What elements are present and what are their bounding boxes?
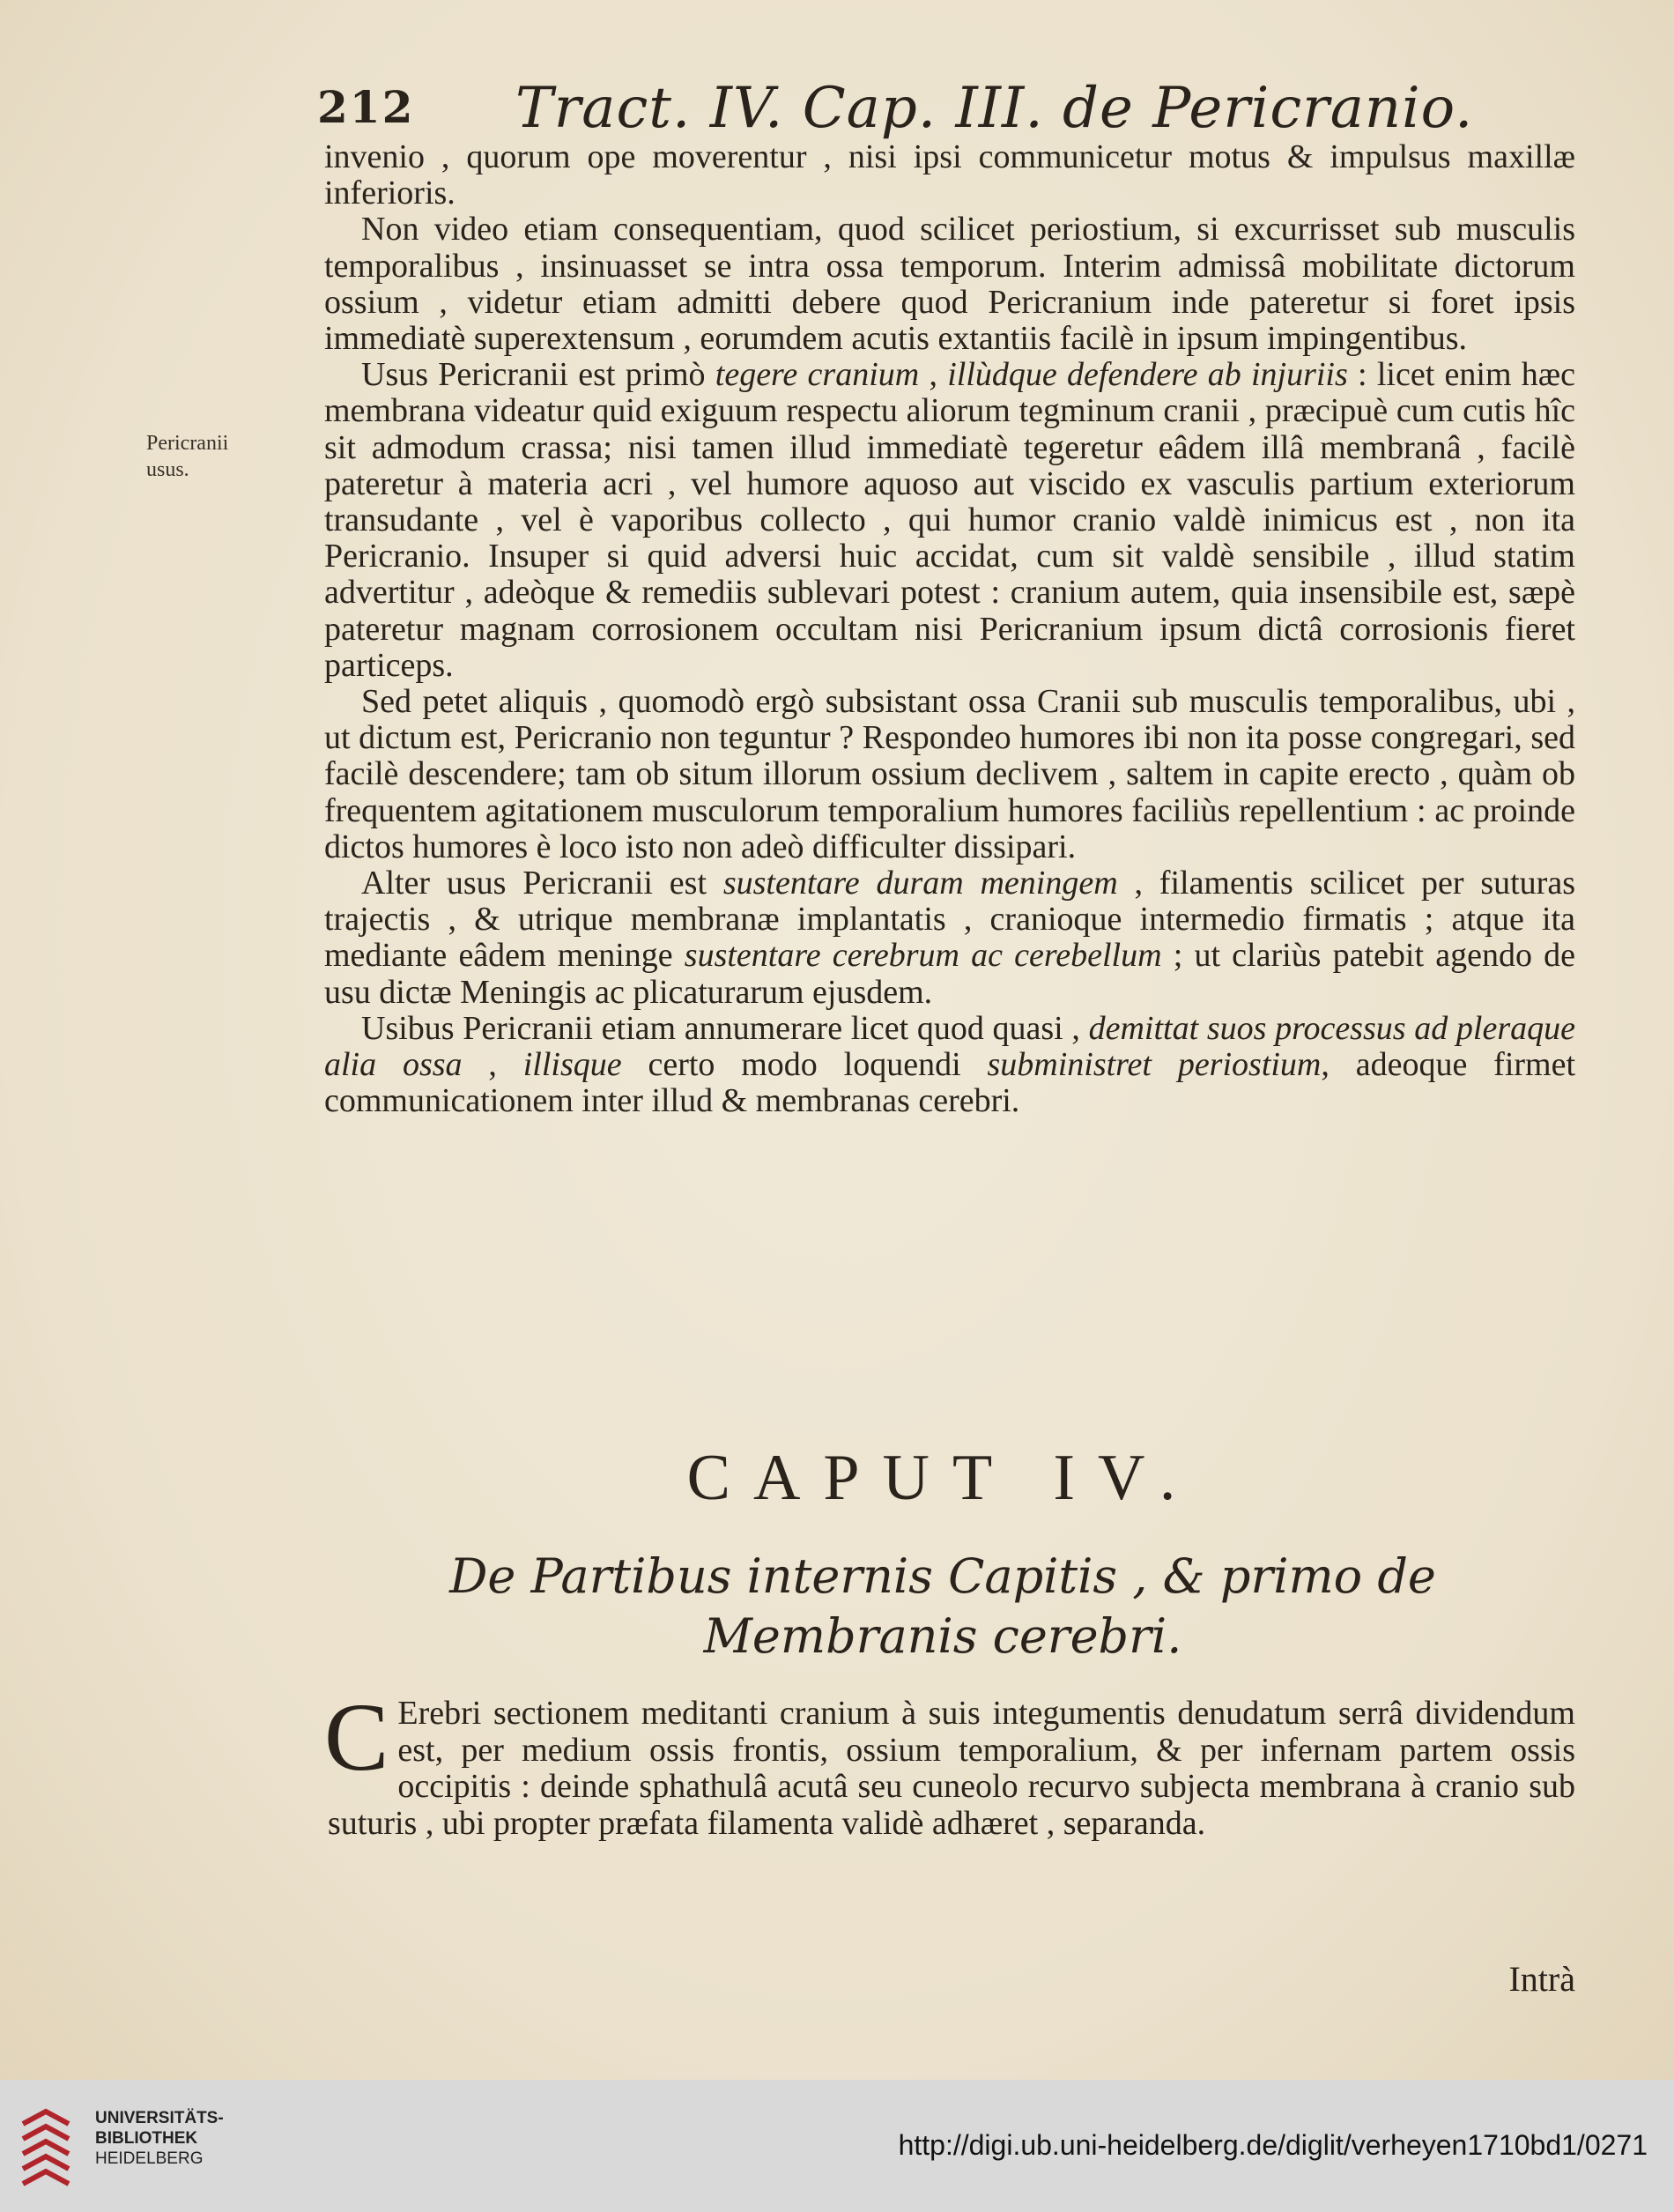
- chapter-heading: CAPUT IV.: [686, 1442, 1199, 1514]
- chapter-title: [317, 1547, 1568, 1666]
- main-text: [324, 139, 1575, 1119]
- paragraph-text: ,: [462, 1046, 523, 1084]
- italic-phrase: demittat suos processus ad pleraque alia ossa: [324, 1009, 1575, 1084]
- library-name: [95, 2108, 224, 2169]
- library-name-line: UNIVERSITÄTS-: [95, 2109, 224, 2127]
- paragraph-text: : licet enim hæc membrana videatur quid exiguum respectu aliorum tegminum cranii , præcipuè cum cutis hîc sit admodum crassa; nisi tamen illud immediatè tegeretur eâdem illâ membranâ , facilè pateretur à materia acri , vel humore aquoso aut viscido ex vasculis partium exteriorum transudante , vel è vaporibus collecto , qui humor cranio valdè inimicus est , non ita Pericranio. Insuper si quid adversi huic accidat, cum sit valdè sensibile , illud statim advertitur , adeòque & remediis sublevari potest : cranium autem, quia insensibile est, sæpè pateretur magnam corrosionem occultam nisi Pericranium ipsum dictâ corrosionis fieret particeps.: [324, 356, 1576, 684]
- drop-cap: C: [324, 1683, 389, 1791]
- logo-stroke: [23, 2141, 69, 2154]
- university-library-logo-icon: [19, 2103, 86, 2191]
- footer-bar: [0, 2080, 1674, 2212]
- italic-phrase: tegere cranium: [715, 356, 920, 394]
- permalink-url[interactable]: http://digi.ub.uni-heidelberg.de/diglit/verheyen1710bd1/0271: [898, 2129, 1648, 2161]
- italic-phrase: sustentare cerebrum ac cerebellum: [684, 937, 1162, 975]
- italic-phrase: sustentare duram meningem: [722, 865, 1118, 902]
- paragraph: [324, 357, 1575, 684]
- chapter-paragraph-text: Erebri sectionem meditanti cranium à suis integumentis denudatum serrâ dividendum est, per medium ossis frontis, ossium temporalium, & per infernam partem ossis occipitis : deinde sphathulâ acutâ seu cuneolo recurvo subjecta membrana à cranio sub suturis , ubi propter præfata filamenta validè adhæret , separanda.: [328, 1695, 1575, 1842]
- library-name-line: BIBLIOTHEK: [95, 2129, 198, 2148]
- paragraph: [324, 1011, 1575, 1120]
- marginal-note-line: Pericranii: [146, 432, 229, 455]
- library-logo[interactable]: [19, 2103, 284, 2191]
- running-title: Tract. IV. Cap. III. de Pericranio.: [515, 76, 1474, 141]
- paragraph: Non video etiam consequentiam, quod scilicet periostium, si excurrisset sub musculis temporalibus , insinuasset se intra ossa temporum. Interim admissâ mobilitate dictorum ossium , videtur etiam admitti debere quod Pericranium inde pateretur si foret ipsis immediatè superextensum , eorumdem acutis extantiis facilè in ipsum impingentibus.: [324, 211, 1575, 358]
- logo-stroke: [23, 2112, 69, 2124]
- paragraph-text: Usibus Pericranii etiam annumerare licet quod quasi ,: [361, 1009, 1089, 1047]
- paragraph-text: Usus Pericranii est primò: [361, 356, 715, 394]
- paragraph-text: Alter usus Pericranii est: [361, 865, 723, 902]
- library-name-line: HEIDELBERG: [95, 2149, 204, 2168]
- italic-phrase: illisque: [522, 1046, 622, 1084]
- logo-stroke: [23, 2171, 69, 2184]
- paragraph-text: ; ut clariùs patebit agendo de usu dictæ Meningis ac plicaturarum ejusdem.: [324, 937, 1575, 1011]
- italic-phrase: subministret periostium: [987, 1046, 1322, 1084]
- paragraph-text: , adeoque firmet communicationem inter illud & membranas cerebri.: [324, 1046, 1576, 1120]
- paragraph-text: certo modo loquendi: [621, 1046, 988, 1084]
- catchword: Intrà: [1508, 1959, 1575, 1999]
- paragraph: Sed petet aliquis , quomodò ergò subsistant ossa Cranii sub musculis temporalibus, ubi , ut dictum est, Pericranio non teguntur ? Respondeo humores ibi non ita posse congregari, sed facilè descendere; tam ob situm illorum ossium declivem , saltem in capite erecto , quàm ob frequentem agitationem musculorum temporalium humores faciliùs repellentium : ac proinde dictos humores è loco isto non adeò difficulter dissipari.: [324, 683, 1575, 865]
- marginal-note: [146, 430, 287, 483]
- marginal-note-line: usus.: [146, 458, 189, 481]
- paragraph-text: ,: [919, 356, 948, 394]
- logo-stroke: [23, 2127, 69, 2139]
- chapter-title-line: Membranis cerebri.: [703, 1608, 1182, 1664]
- paragraph: invenio , quorum ope moverentur , nisi ipsi communicetur motus & impulsus maxillæ inferioris.: [324, 138, 1575, 212]
- logo-stroke: [23, 2156, 69, 2169]
- italic-phrase: illùdque defendere ab injuriis: [947, 356, 1348, 394]
- paragraph-text: , filamentis scilicet per suturas trajectis , & utrique membranæ implantatis , cranioque intermedio firmatis ; atque ita mediante eâdem meninge: [324, 865, 1575, 975]
- page-number: 212: [317, 81, 415, 133]
- chapter-paragraph: [324, 1683, 1575, 1842]
- chapter-title-line: De Partibus internis Capitis , & primo de: [449, 1548, 1436, 1604]
- paragraph: [324, 865, 1575, 1011]
